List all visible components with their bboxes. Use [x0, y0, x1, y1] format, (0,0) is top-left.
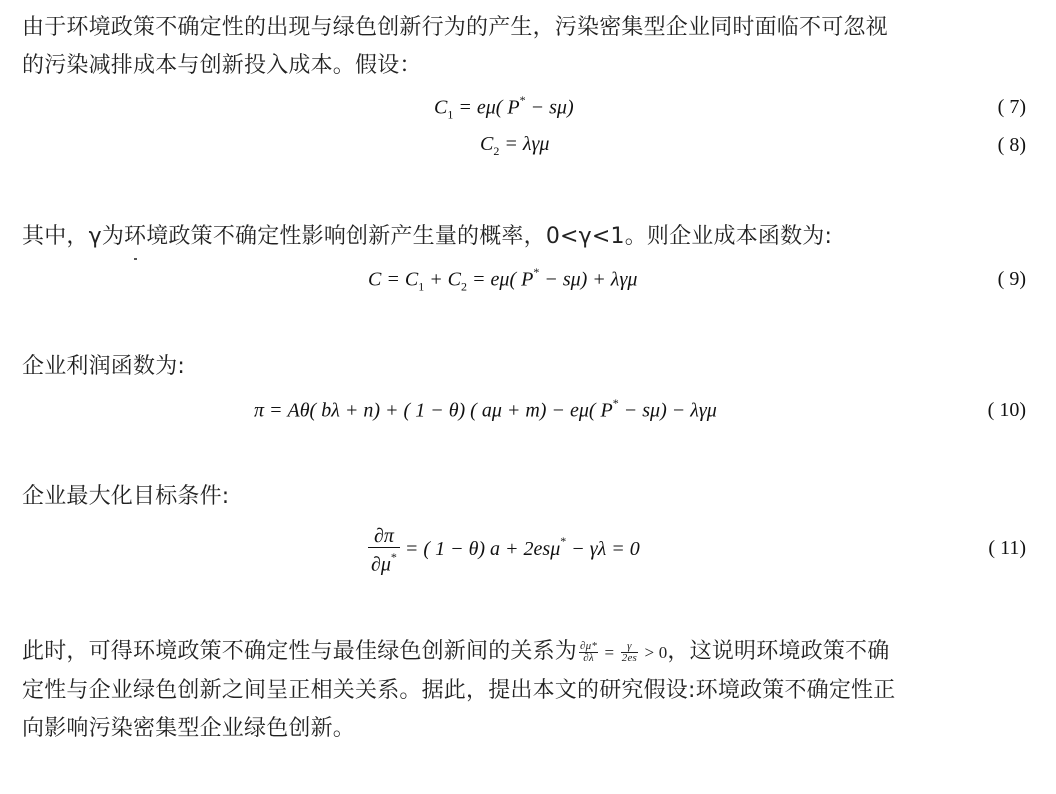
paragraph-line: 企业利润函数为: [22, 354, 186, 379]
paragraph-conclusion [22, 633, 1038, 748]
inline-fraction-2 [621, 641, 638, 664]
eq8-rhs: = λγμ [499, 133, 550, 155]
eq9-c-sup: * [533, 265, 540, 279]
eq11-frac-den: ∂μ [371, 553, 391, 576]
paragraph-line: 企业最大化目标条件: [22, 484, 230, 509]
equation-9 [368, 267, 637, 295]
eq11-fraction [368, 525, 400, 576]
inline-frac2-den: 2es [621, 651, 638, 664]
paragraph-assumption [22, 9, 1038, 85]
paragraph-gamma-definition [22, 218, 1038, 256]
conclusion-text-a: 此时，可得环境政策不确定性与最佳绿色创新间的关系为 [22, 639, 578, 664]
eq11-frac-den-sup: * [390, 550, 397, 564]
inline-frac1-den: ∂λ [583, 651, 594, 664]
equation-number-10: ( 10) [987, 399, 1026, 421]
paragraph-line: 向影响污染密集型企业绿色创新。 [22, 716, 356, 741]
equation-11 [368, 525, 640, 576]
paragraph-profit-function [22, 348, 1038, 386]
inline-eq-sign: = [600, 643, 619, 662]
paragraph-line: 的污染减排成本与创新投入成本。假设： [22, 53, 422, 78]
eq9-a: C = C [368, 268, 419, 291]
stray-mark [134, 258, 137, 260]
eq9-c: = eμ( P [467, 268, 534, 291]
eq11-frac-num: ∂π [368, 525, 400, 548]
eq9-b: + C [424, 268, 462, 291]
eq8-lhs-sub: 2 [493, 144, 500, 158]
equation-10 [254, 398, 717, 423]
eq7-rhs-sup: * [519, 93, 526, 107]
eq10-a: π = Aθ( bλ + n) + ( 1 − θ) ( aμ + m) − eμ( P [254, 399, 613, 422]
eq10-a-sup: * [612, 396, 619, 410]
eq7-lhs: C [434, 96, 448, 119]
paragraph-max-condition [22, 478, 1038, 516]
equation-7 [434, 95, 574, 123]
paragraph-line: 其中，γ为环境政策不确定性影响创新产生量的概率，0<γ<1。则企业成本函数为: [22, 224, 833, 249]
paragraph-line: 由于环境政策不确定性的出现与绿色创新行为的产生，污染密集型企业同时面临不可忽视 [22, 15, 888, 40]
equation-number-7: ( 7) [997, 96, 1026, 118]
eq9-a-sub: 1 [418, 279, 425, 294]
equation-number-9: ( 9) [997, 268, 1026, 290]
eq8-lhs: C [480, 133, 494, 155]
eq7-lhs-sub: 1 [447, 107, 454, 122]
eq10-b: − sμ) − λγμ [618, 399, 717, 422]
inline-greater-than: > 0 [640, 643, 668, 662]
paragraph-line [22, 633, 1038, 672]
eq7-rhs-b: − sμ) [525, 96, 574, 119]
eq9-d: − sμ) + λγμ [539, 268, 638, 291]
equation-number-11: ( 11) [988, 537, 1026, 559]
equation-number-8: ( 8) [997, 134, 1026, 156]
eq11-rhs-sup: * [560, 534, 567, 549]
conclusion-text-b: ，这说明环境政策不确 [667, 639, 890, 664]
inline-fraction-1 [579, 641, 598, 664]
paragraph-line: 定性与企业绿色创新之间呈正相关关系。据此，提出本文的研究假设:环境政策不确定性正 [22, 678, 896, 703]
eq11-rhs-a: = ( 1 − θ) a + 2esμ [399, 537, 561, 560]
equation-8 [480, 133, 549, 159]
eq9-b-sub: 2 [461, 279, 468, 294]
eq7-rhs-a: = eμ( P [453, 96, 520, 119]
inline-frac2-num: γ [621, 641, 638, 653]
eq11-rhs-b: − γλ = 0 [566, 537, 640, 560]
inline-frac1-num: ∂μ* [580, 639, 598, 652]
eq11-frac-den-wrap [368, 548, 400, 576]
